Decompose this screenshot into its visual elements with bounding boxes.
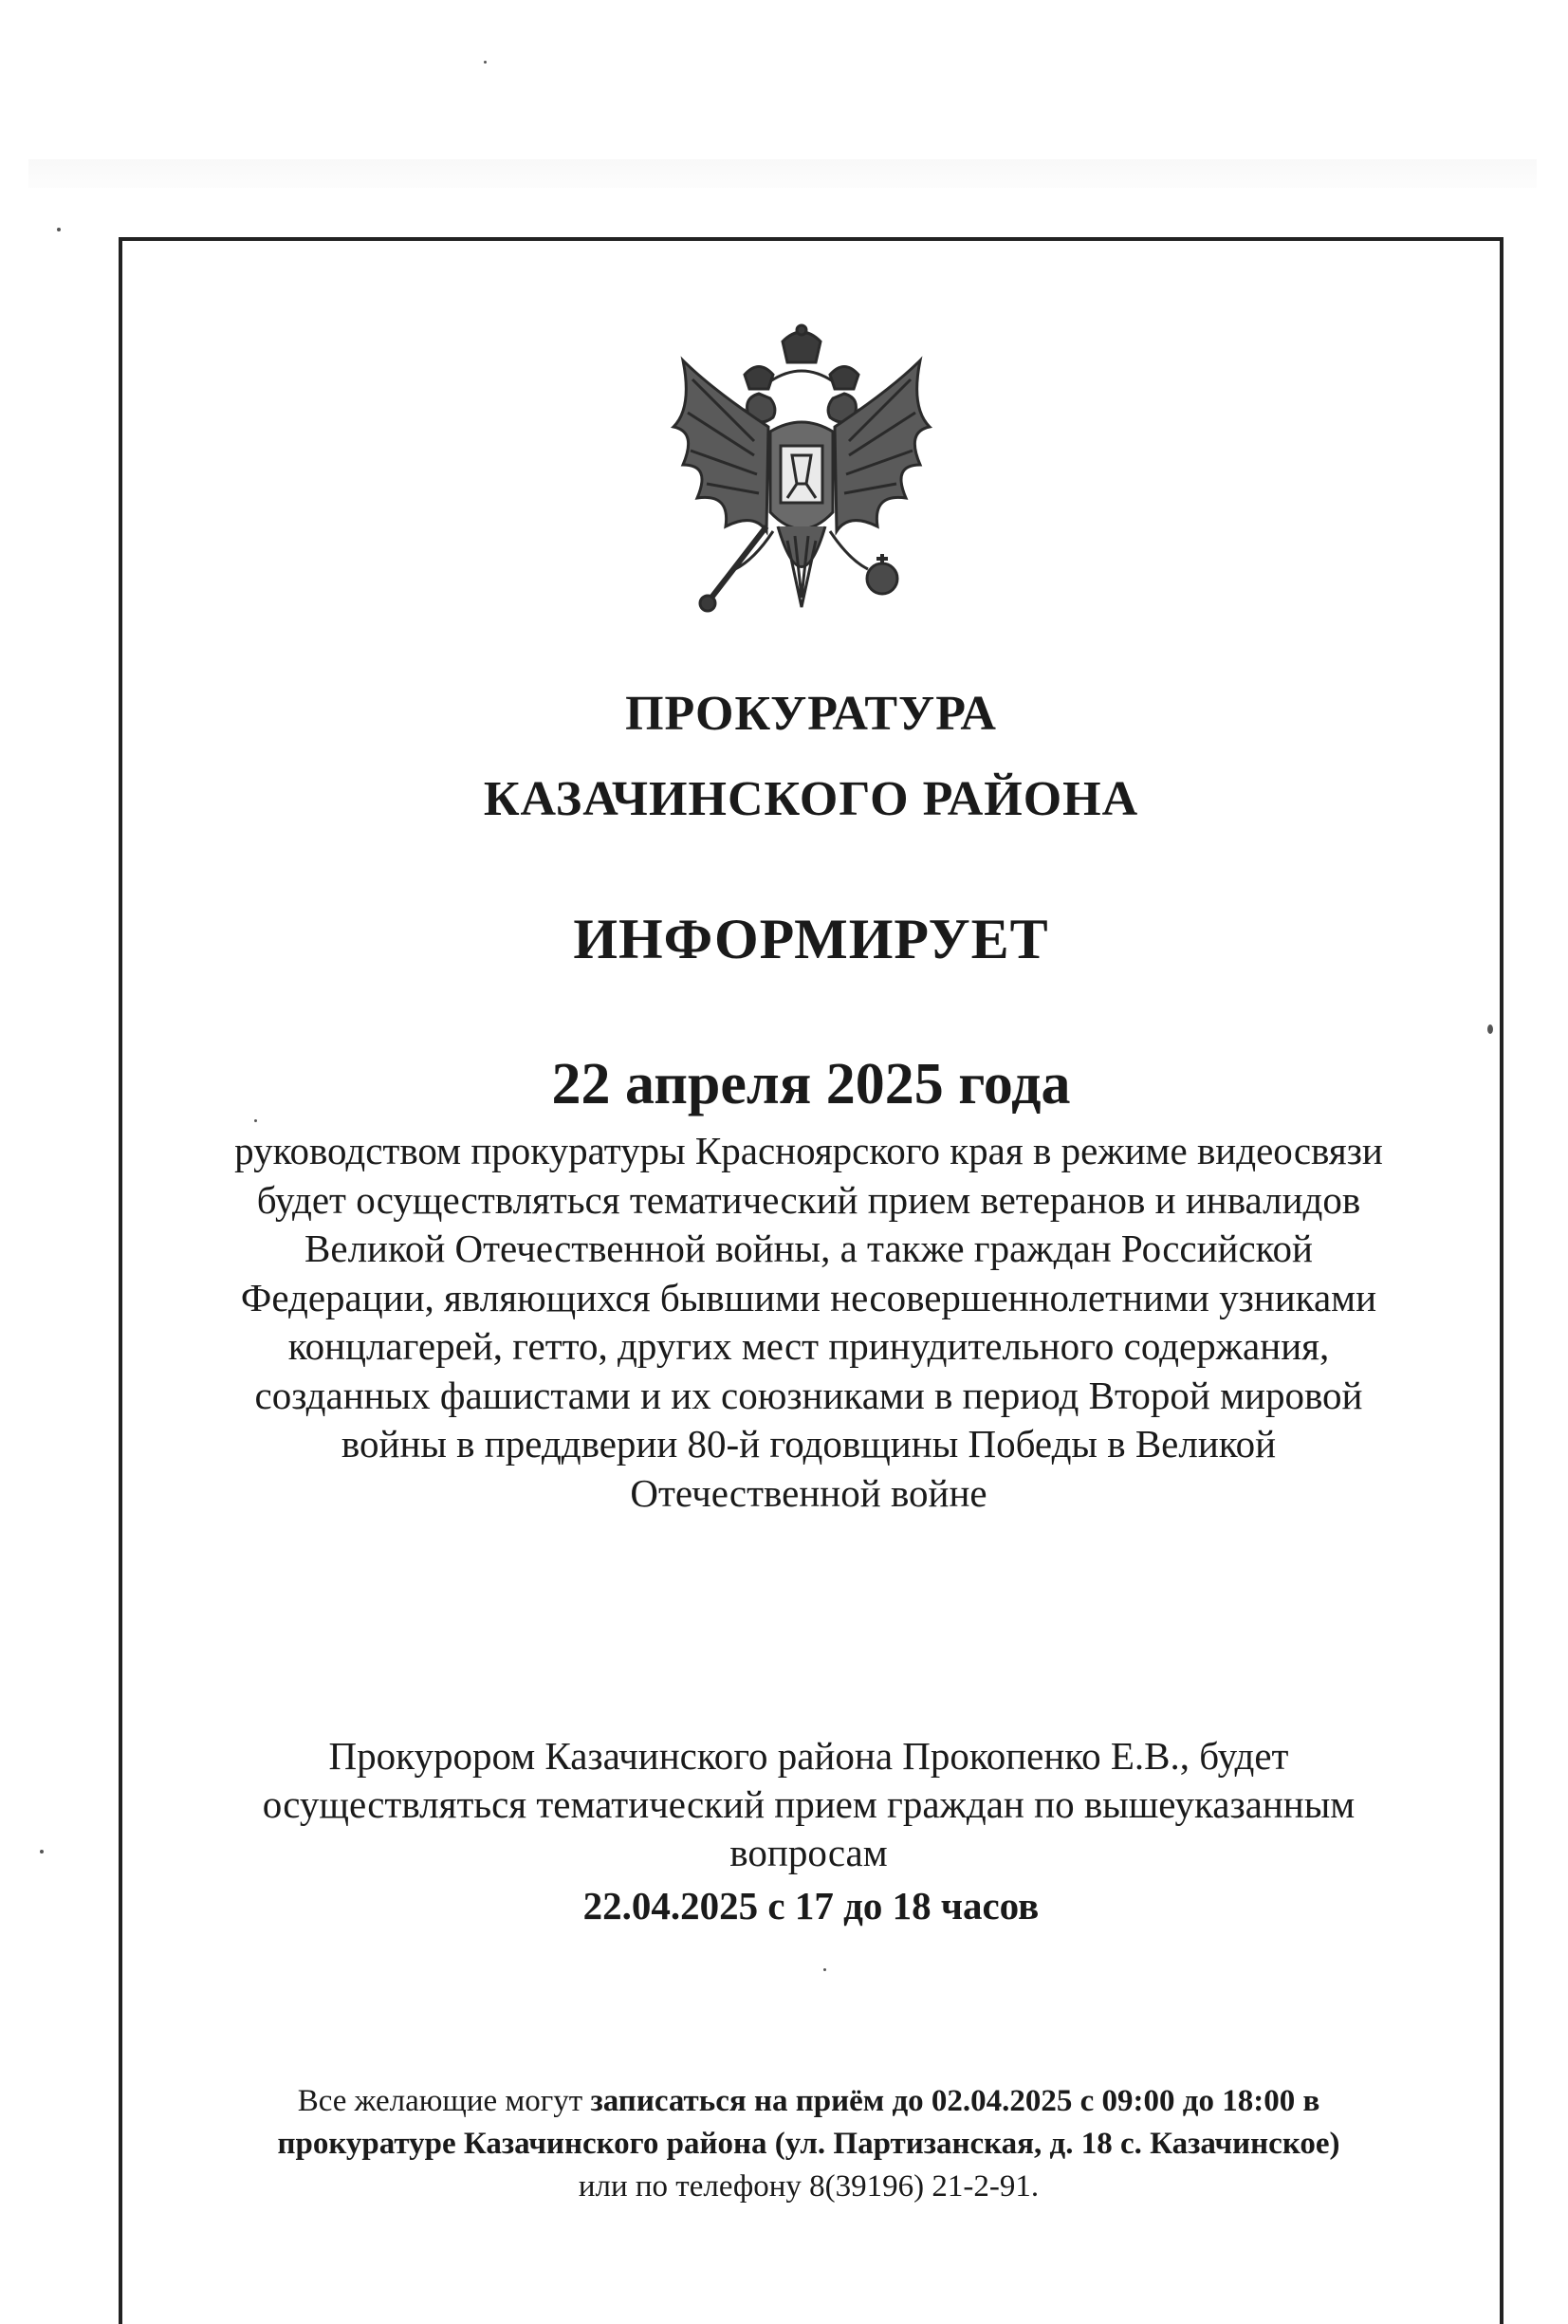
prosecutor-paragraph — [190, 1732, 1428, 1877]
registration-text: Все желающие могут — [297, 2084, 591, 2118]
reception-time: 22.04.2025 с 17 до 18 часов — [582, 1884, 1040, 1927]
organization-title-line2: КАЗАЧИНСКОГО РАЙОНА — [483, 772, 1139, 826]
informs-heading: ИНФОРМИРУЕТ — [573, 908, 1049, 970]
registration-line — [152, 2080, 1466, 2123]
scan-speck — [40, 1850, 44, 1854]
scan-artifact — [28, 159, 1537, 188]
registration-address: прокуратуре Казачинского района (ул. Партизанская, д. 18 с. Казачинское) — [277, 2127, 1340, 2161]
prosecutor-line: Прокурором Казачинского района Прокопенко Е.В., будет — [328, 1734, 1289, 1778]
announcement-line: будет осуществляться тематический прием ветеранов и инвалидов — [256, 1177, 1361, 1222]
announcement-line: Отечественной войне — [630, 1470, 987, 1515]
announcement-paragraph — [190, 1127, 1428, 1518]
registration-deadline: записаться на приём до 02.04.2025 с 09:00 до 18:00 в — [590, 2084, 1320, 2118]
scan-speck — [823, 1968, 826, 1971]
registration-phone: или по телефону 8(39196) 21-2-91. — [578, 2169, 1040, 2204]
coat-of-arms-icon — [655, 323, 949, 636]
announcement-line: созданных фашистами и их союзниками в период Второй мировой — [254, 1373, 1363, 1417]
announcement-line: руководством прокуратуры Красноярского края в режиме видеосвязи — [234, 1129, 1383, 1172]
scan-speck — [57, 228, 61, 231]
announcement-line: Великой Отечественной войны, а также граждан Российской — [304, 1227, 1313, 1270]
scan-speck — [254, 1119, 257, 1122]
registration-info — [152, 2080, 1466, 2208]
organization-title-line1: ПРОКУРАТУРА — [625, 687, 997, 741]
announcement-line: концлагерей, гетто, других мест принудительного содержания, — [287, 1324, 1330, 1368]
announcement-line: Федерации, являющихся бывшими несовершеннолетними узниками — [240, 1275, 1377, 1319]
prosecutor-line: вопросам — [729, 1831, 888, 1874]
scan-speck — [1487, 1024, 1493, 1034]
event-date-heading: 22 апреля 2025 года — [551, 1052, 1071, 1116]
prosecutor-line: осуществляться тематический прием граждан по вышеуказанным — [262, 1782, 1356, 1826]
scan-speck — [484, 61, 487, 64]
announcement-line: войны в преддверии 80-й годовщины Победы в Великой — [341, 1422, 1277, 1466]
